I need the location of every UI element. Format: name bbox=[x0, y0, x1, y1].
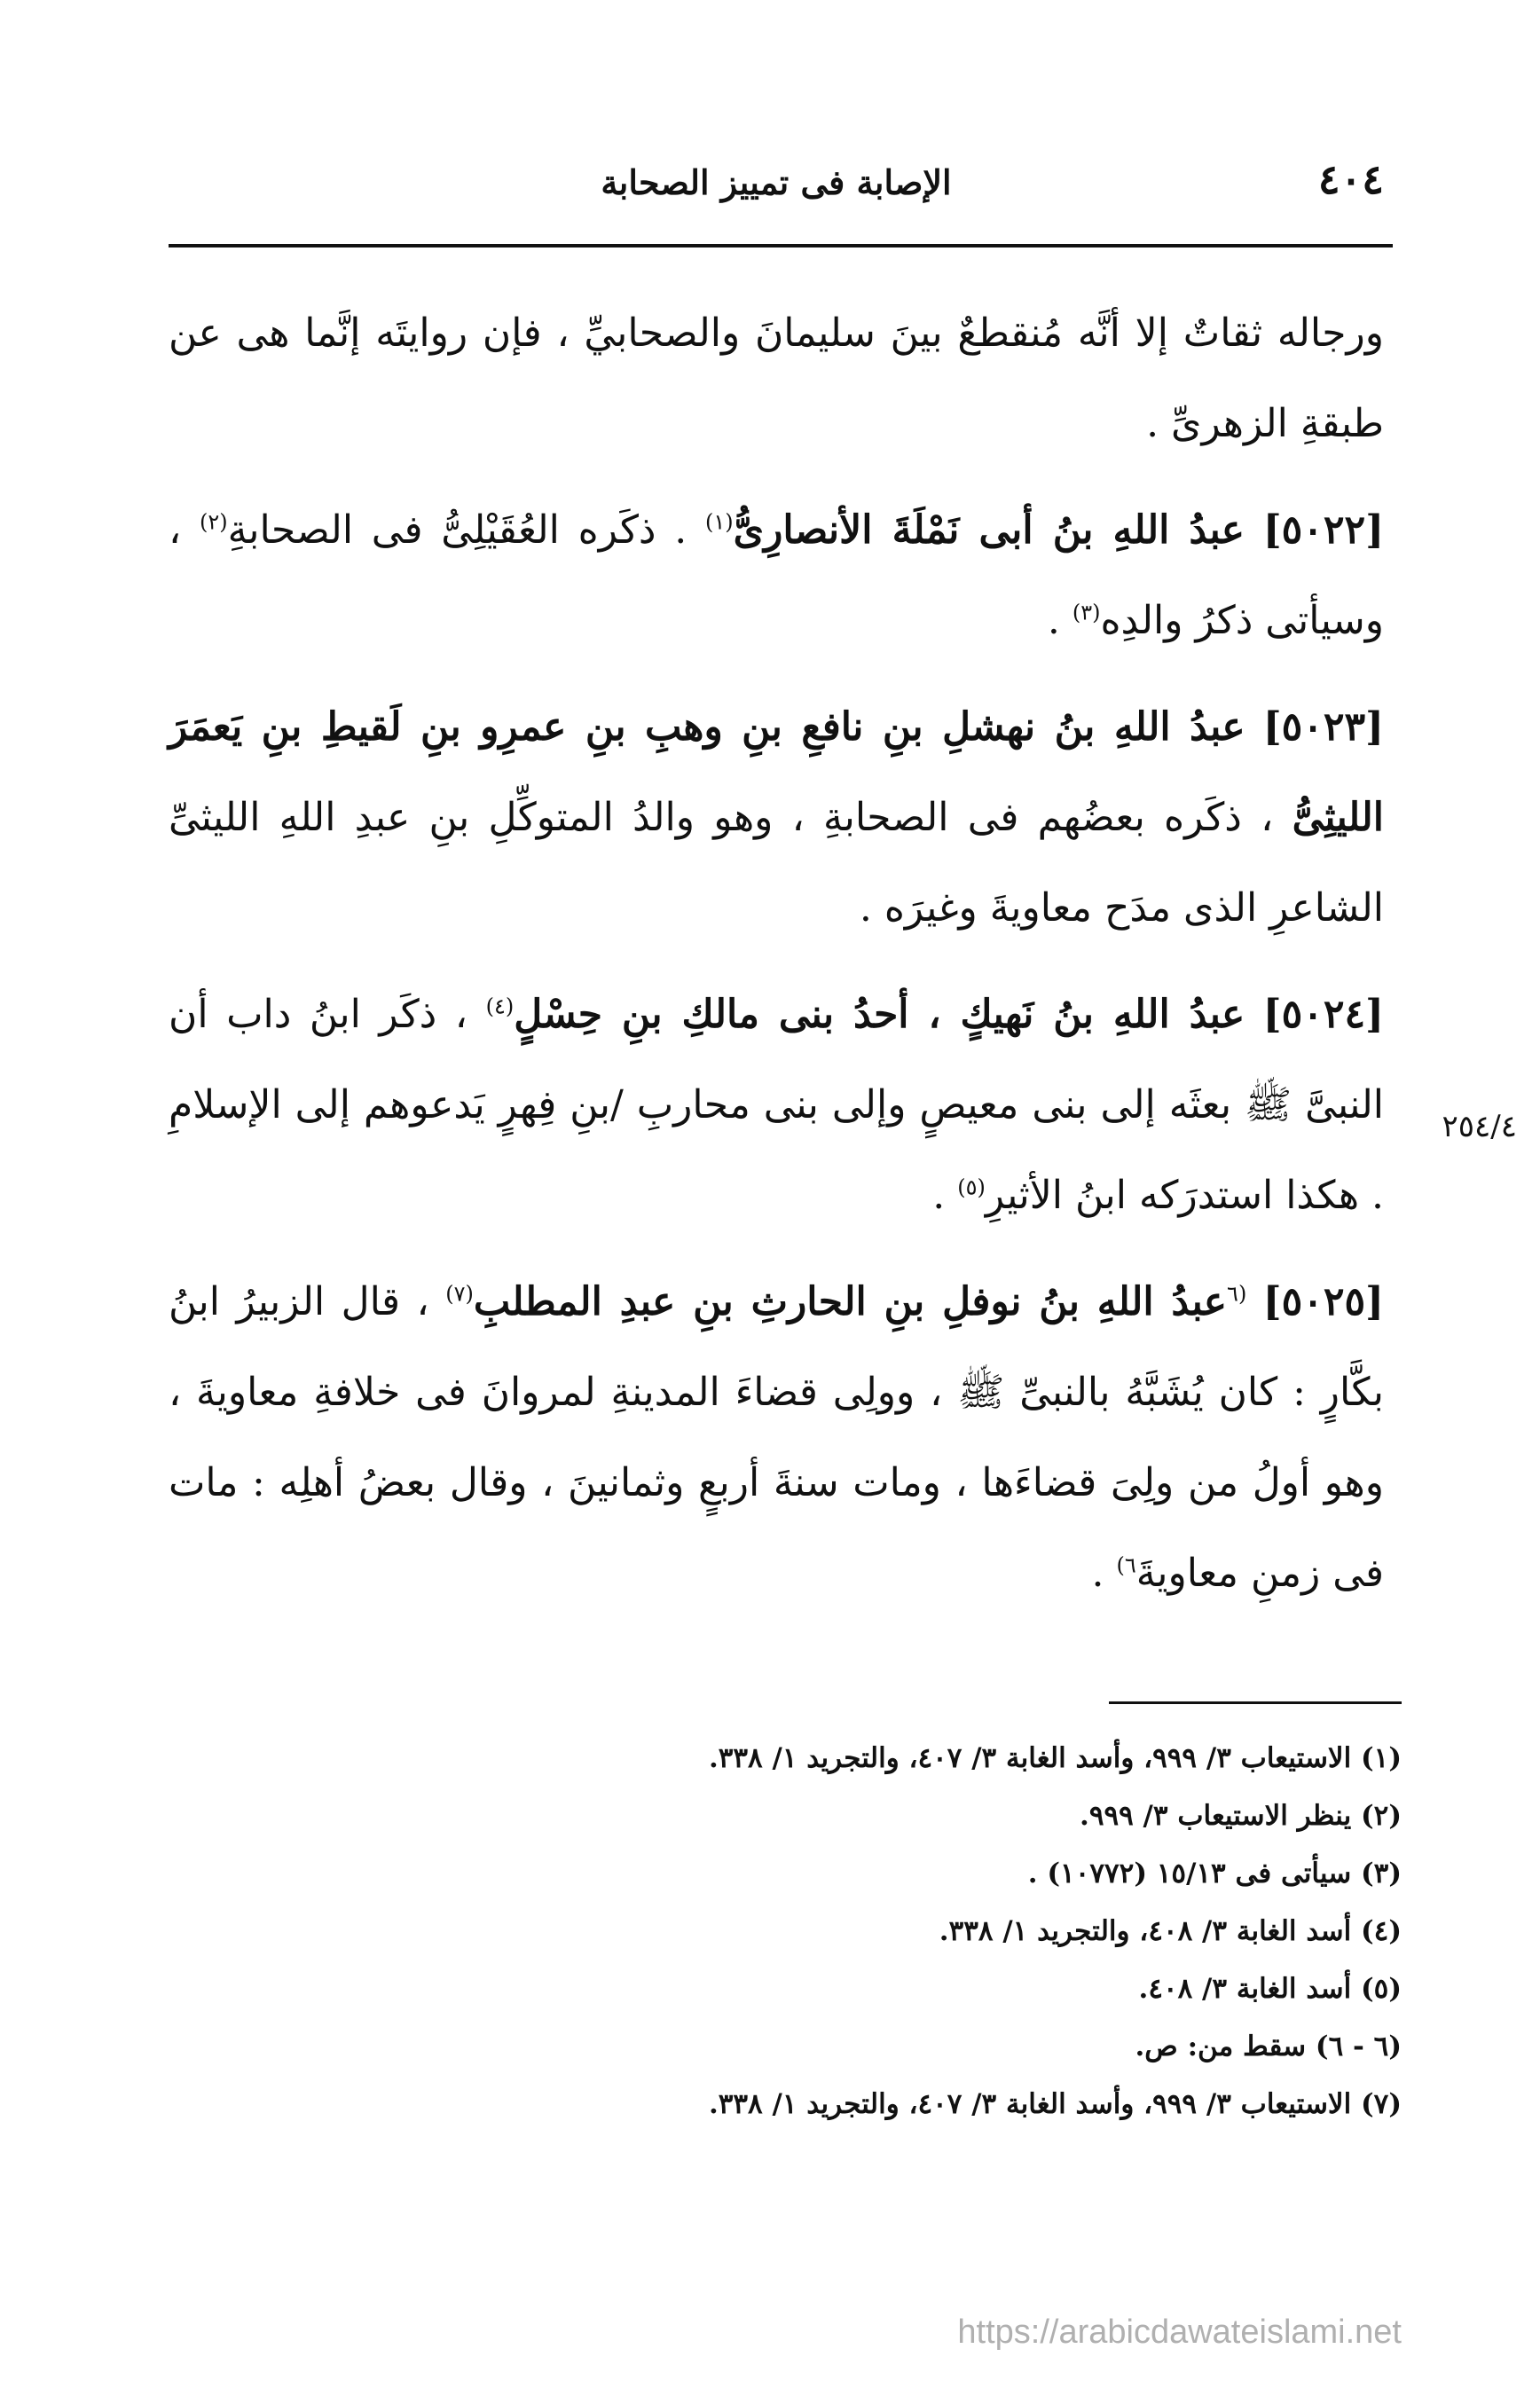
footnote-rule bbox=[1109, 1701, 1402, 1704]
main-text bbox=[169, 288, 1384, 1635]
entry-number: [٥٠٢٤] bbox=[1262, 992, 1384, 1037]
footnote-ref: (٢) bbox=[199, 509, 228, 535]
entry-text: ، وسيأتى ذكرُ والدِه bbox=[169, 507, 1384, 643]
footnote-ref: (٥) bbox=[957, 1175, 986, 1200]
entry-number: [٥٠٢٣] bbox=[1262, 704, 1384, 750]
page-number: ٤٠٤ bbox=[1317, 155, 1384, 203]
footnote-6: (٦ - ٦) سقط من: ص. bbox=[1135, 2031, 1402, 2062]
footnote-2: (٢) ينظر الاستيعاب ٣/ ٩٩٩. bbox=[1080, 1800, 1402, 1832]
entry-name: عبدُ اللهِ بنُ نوفلِ بنِ الحارثِ بنِ عبدِ المطلبِ bbox=[473, 1279, 1228, 1324]
footnote-4: (٤) أسد الغابة ٣/ ٤٠٨، والتجريد ١/ ٣٣٨. bbox=[939, 1915, 1402, 1947]
margin-page-reference: ٢٥٤/٤ bbox=[1442, 1109, 1517, 1144]
footnote-ref: (٤) bbox=[485, 994, 515, 1019]
entry-name: عبدُ اللهِ بنُ نهشلِ بنِ نافعِ بنِ وهبِ بنِ عمرِو بنِ لَقيطِ بنِ يَعمَرَ الليثِىُّ bbox=[169, 704, 1384, 840]
entry-5022 bbox=[169, 485, 1384, 666]
entry-text: ، ذكَره بعضُهم فى الصحابةِ ، وهو والدُ المتوكِّلِ بنِ عبدِ اللهِ الليثىِّ الشاعرِ الذى مدَح معاويةَ وغيرَه . bbox=[169, 795, 1384, 931]
entry-5025 bbox=[169, 1257, 1384, 1619]
footnote-ref: (٦ bbox=[1227, 1281, 1247, 1307]
footnote-3: (٣) سيأتى فى ١٥/١٣ (١٠٧٧٢) . bbox=[1027, 1858, 1402, 1889]
page-header bbox=[169, 155, 1384, 208]
entry-text: ، ذكَر ابنُ داب أن النبىَّ ﷺ بعثَه إلى بنى معيصٍ وإلى بنى محاربِ /بنِ فِهرٍ يَدعوهم إلى الإسلامِ . هكذا استدرَكه ابنُ الأثيرِ bbox=[169, 992, 1384, 1218]
footnote-ref: (١) bbox=[705, 509, 734, 535]
footnote-5: (٥) أسد الغابة ٣/ ٤٠٨. bbox=[1138, 1973, 1402, 2005]
entry-text: . bbox=[1091, 1551, 1104, 1596]
footnotes bbox=[169, 1730, 1402, 2133]
entry-name: عبدُ اللهِ بنُ أبى نَمْلَةَ الأنصارِىُّ bbox=[733, 507, 1245, 553]
entry-5024 bbox=[169, 970, 1384, 1241]
footnote-1: (١) الاستيعاب ٣/ ٩٩٩، وأسد الغابة ٣/ ٤٠٧، والتجريد ١/ ٣٣٨. bbox=[708, 1742, 1402, 1774]
entry-number: [٥٠٢٥] bbox=[1262, 1279, 1384, 1324]
footnote-7: (٧) الاستيعاب ٣/ ٩٩٩، وأسد الغابة ٣/ ٤٠٧، والتجريد ١/ ٣٣٨. bbox=[708, 2088, 1402, 2120]
running-title: الإصابة فى تمييز الصحابة bbox=[601, 162, 952, 202]
entry-text: ، قال الزبيرُ ابنُ بكَّارٍ : كان يُشَبَّهُ بالنبىِّ ﷺ ، وولِى قضاءَ المدينةِ لمروانَ فى خلافةِ معاويةَ ، وهو أولُ من ولِىَ قضاءَها ، ومات سنةَ أربعٍ وثمانينَ ، وقال بعضُ أهلِه : مات فى زمنِ معاويةَ bbox=[169, 1279, 1384, 1596]
watermark-url: https://arabicdawateislami.net bbox=[957, 2314, 1402, 2351]
entry-number: [٥٠٢٢] bbox=[1262, 507, 1385, 553]
entry-text: . bbox=[1047, 598, 1060, 643]
footnote-ref: ٦) bbox=[1116, 1552, 1136, 1578]
footnote-ref: (٧) bbox=[445, 1281, 474, 1307]
footnote-ref: (٣) bbox=[1072, 600, 1101, 625]
entry-text: . bbox=[932, 1173, 946, 1218]
paragraph-continuation: ورجاله ثقاتٌ إلا أنَّه مُنقطعٌ بينَ سليمانَ والصحابيِّ ، فإن روايتَه إنَّما هى عن طبقةِ الزهرىِّ . bbox=[169, 310, 1384, 446]
entry-text: . ذكَره العُقَيْلِىُّ فى الصحابةِ bbox=[227, 507, 688, 553]
entry-name: عبدُ اللهِ بنُ نَهيكٍ ، أحدُ بنى مالكِ بنِ حِسْلٍ bbox=[514, 992, 1245, 1037]
header-rule bbox=[169, 244, 1393, 247]
entry-5023 bbox=[169, 682, 1384, 954]
